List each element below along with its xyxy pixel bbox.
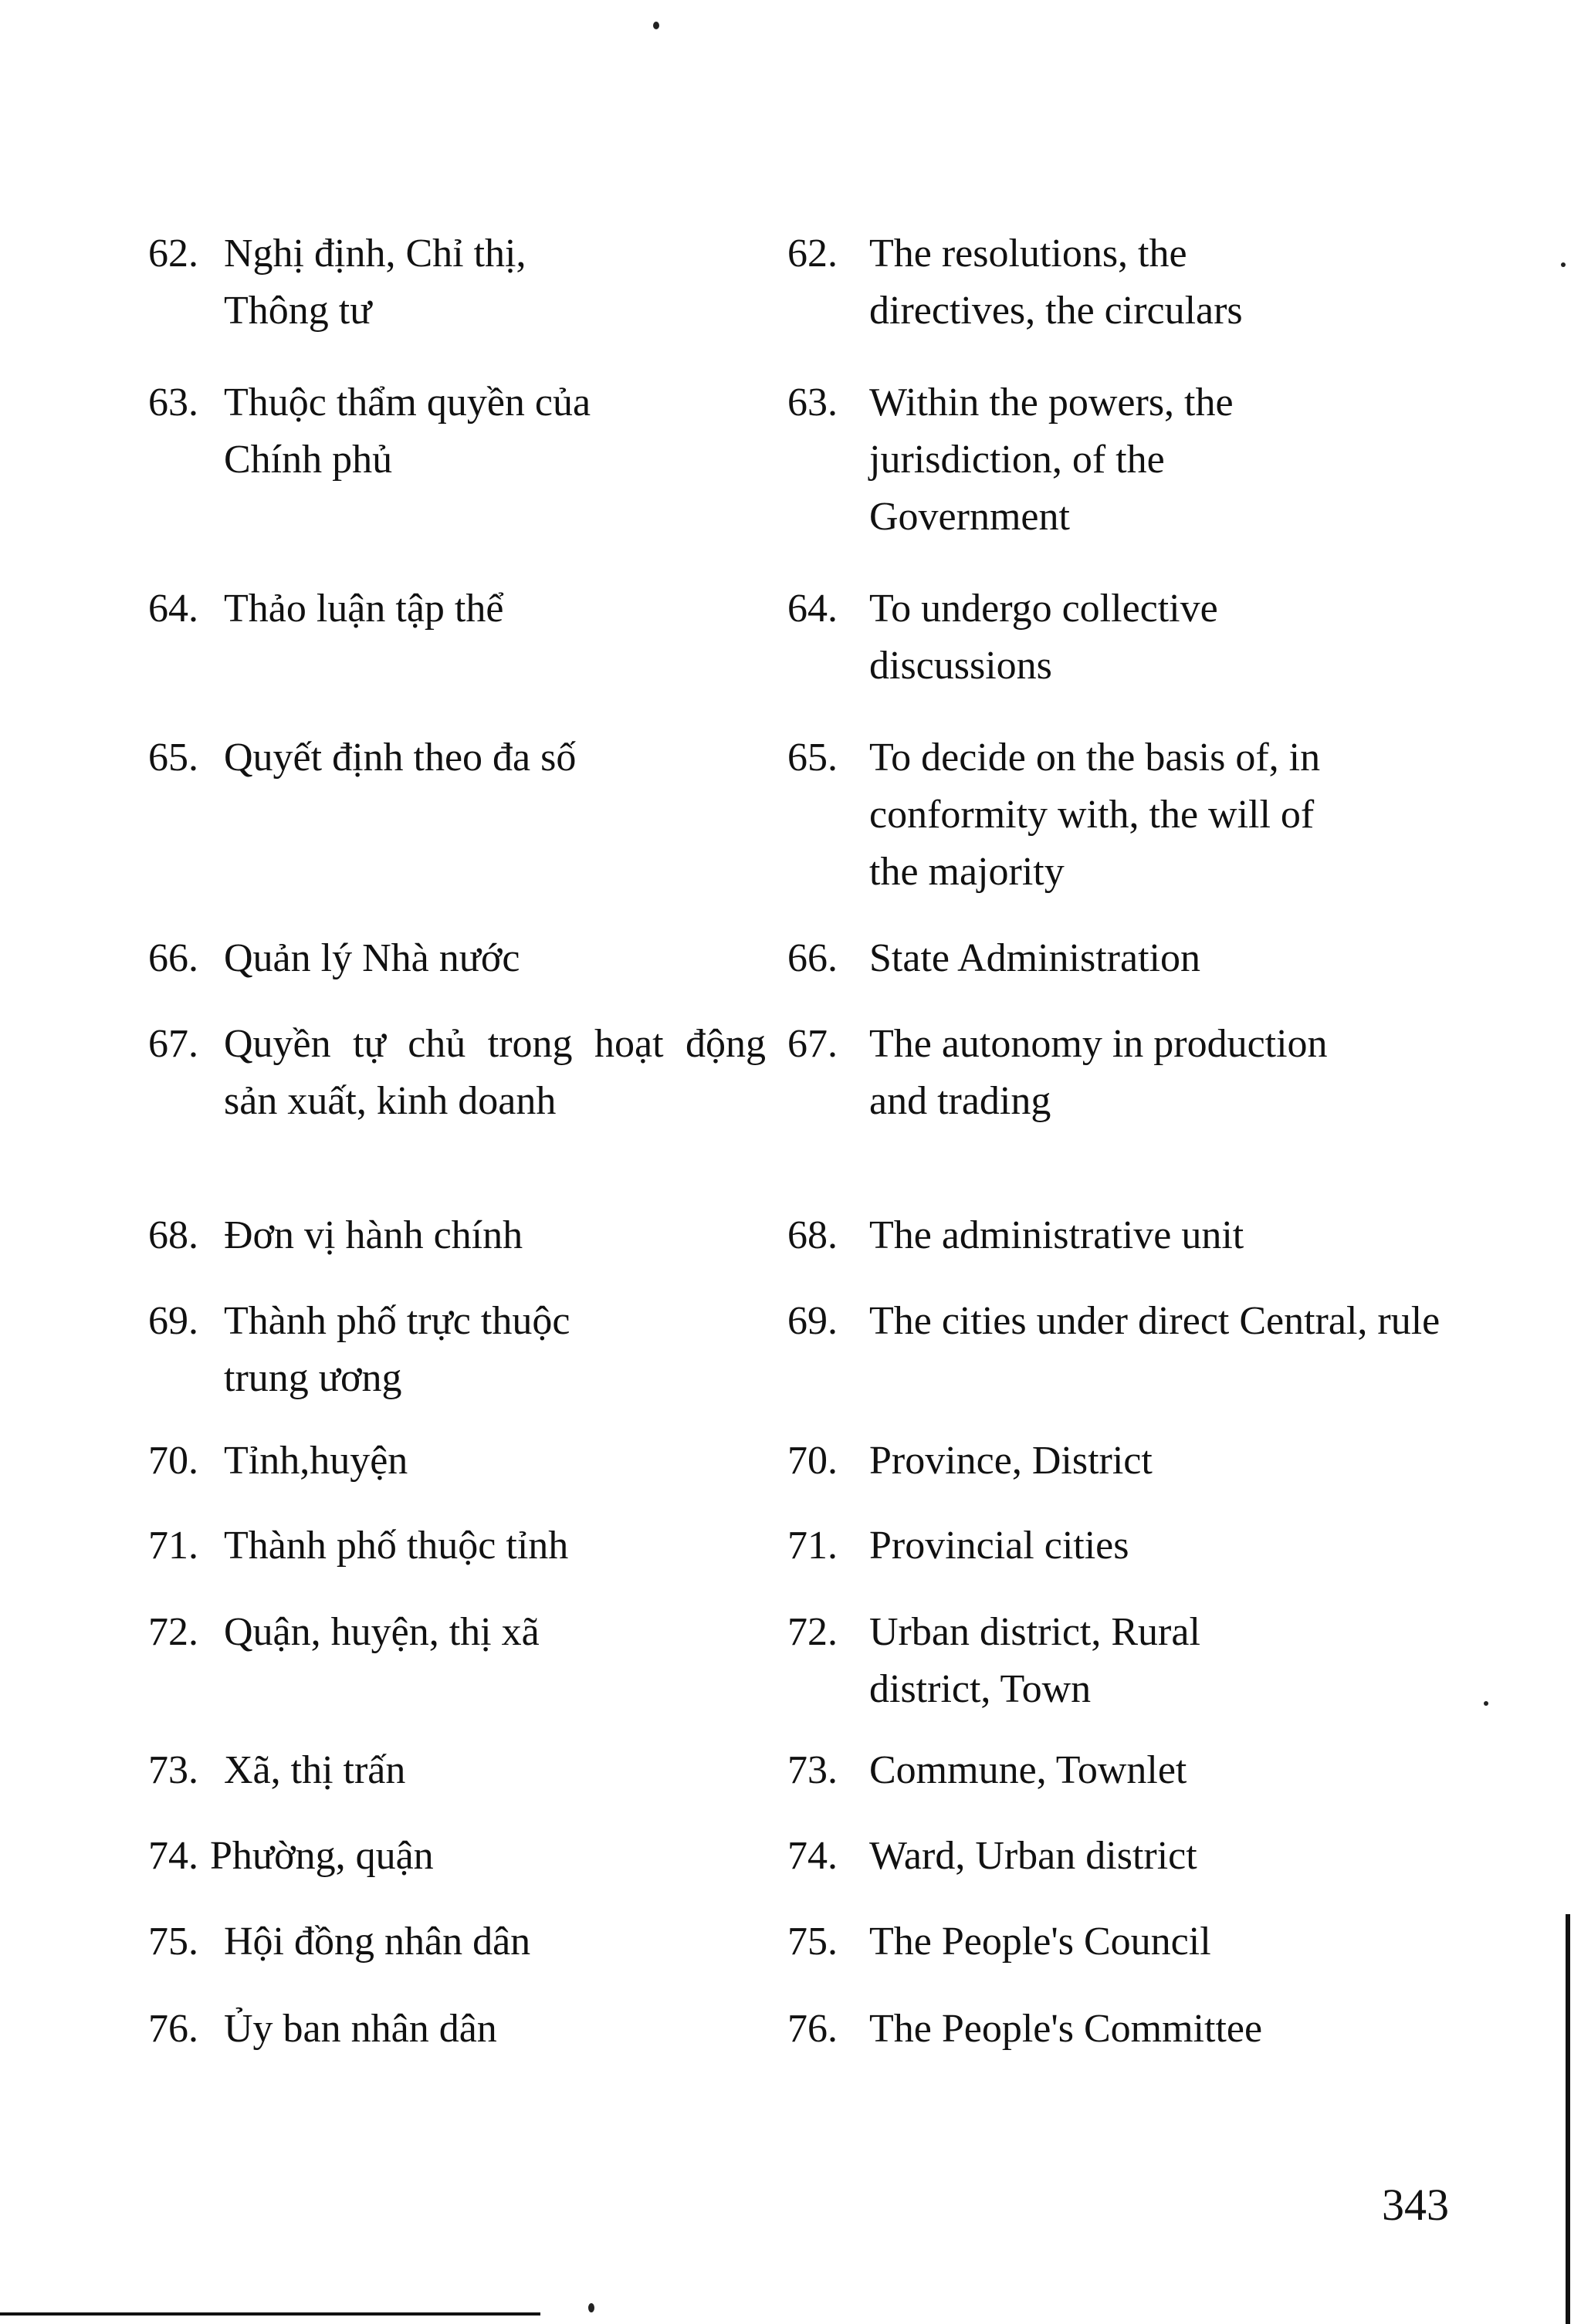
vietnamese-term: Tỉnh,huyện <box>224 1439 408 1483</box>
entry-number: 71. <box>148 1524 198 1568</box>
english-translation: Provincial cities <box>869 1524 1129 1568</box>
entry-number: 65. <box>787 736 838 780</box>
entry-number: 62. <box>148 232 198 276</box>
entry-number: 68. <box>787 1213 838 1257</box>
entry-number: 69. <box>148 1299 198 1343</box>
entry-number: 69. <box>787 1299 838 1343</box>
entry-number: 66. <box>787 936 838 980</box>
english-translation: To undergo collective discussions <box>869 587 1218 688</box>
vietnamese-term: Hội đồng nhân dân <box>224 1920 531 1964</box>
vietnamese-term: Thảo luận tập thể <box>224 587 504 631</box>
vietnamese-term: Quản lý Nhà nước <box>224 936 520 980</box>
vietnamese-term: Quyền tự chủ trong hoạt động sản xuất, kinh doanh <box>224 1022 766 1123</box>
scan-speck <box>1484 1701 1488 1706</box>
entry-number: 63. <box>148 381 198 425</box>
english-translation: Ward, Urban district <box>869 1834 1197 1878</box>
entry-number: 76. <box>787 2007 838 2051</box>
entry-number: 73. <box>787 1748 838 1792</box>
english-translation: State Administration <box>869 936 1200 980</box>
entry-number: 70. <box>787 1439 838 1483</box>
english-translation: Within the powers, the jurisdiction, of the Government <box>869 381 1234 539</box>
entry-number: 64. <box>148 587 198 631</box>
page-bottom-edge <box>0 2312 540 2316</box>
entry-number: 75. <box>148 1920 198 1964</box>
page-number: 343 <box>1382 2180 1449 2230</box>
vietnamese-term: Ủy ban nhân dân <box>224 2007 497 2051</box>
entry-number: 71. <box>787 1524 838 1568</box>
vietnamese-term: Thành phố trực thuộc trung ương <box>224 1299 570 1400</box>
page-edge-shadow <box>1566 1914 1570 2324</box>
entry-number: 67. <box>148 1022 198 1066</box>
english-translation: To decide on the basis of, in conformity with, the will of the majority <box>869 736 1321 894</box>
vietnamese-term: Nghị định, Chỉ thị, Thông tư <box>224 232 526 333</box>
entry-number: 65. <box>148 736 198 780</box>
entry-number: 68. <box>148 1213 198 1257</box>
vietnamese-term: Phường, quận <box>210 1834 434 1878</box>
vietnamese-term: Thành phố thuộc tỉnh <box>224 1524 569 1568</box>
english-translation: The administrative unit <box>869 1213 1244 1257</box>
english-translation: Province, District <box>869 1439 1153 1483</box>
english-translation: The autonomy in production and trading <box>869 1022 1328 1123</box>
scan-speck <box>653 22 659 29</box>
english-translation: The People's Council <box>869 1920 1211 1964</box>
entry-number: 72. <box>787 1610 838 1654</box>
vietnamese-term: Quận, huyện, thị xã <box>224 1610 540 1654</box>
entry-number: 63. <box>787 381 838 425</box>
entry-number: 73. <box>148 1748 198 1792</box>
entry-number: 76. <box>148 2007 198 2051</box>
entry-number: 62. <box>787 232 838 276</box>
entry-number: 75. <box>787 1920 838 1964</box>
entry-number: 66. <box>148 936 198 980</box>
english-translation: The People's Committee <box>869 2007 1263 2051</box>
vietnamese-term: Đơn vị hành chính <box>224 1213 523 1257</box>
entry-number: 64. <box>787 587 838 631</box>
scan-speck <box>1561 262 1566 267</box>
entry-number: 74. <box>787 1834 838 1878</box>
entry-number: 72. <box>148 1610 198 1654</box>
vietnamese-term: Quyết định theo đa số <box>224 736 577 780</box>
english-translation: The resolutions, the directives, the circulars <box>869 232 1243 333</box>
english-translation: Commune, Townlet <box>869 1748 1187 1792</box>
vietnamese-term: Thuộc thẩm quyền của Chính phủ <box>224 381 591 482</box>
entry-number: 74. <box>148 1834 198 1878</box>
vietnamese-term: Xã, thị trấn <box>224 1748 406 1792</box>
entry-number: 70. <box>148 1439 198 1483</box>
english-translation: The cities under direct Central, rule <box>869 1299 1441 1343</box>
english-translation: Urban district, Rural district, Town <box>869 1610 1200 1711</box>
scan-speck <box>588 2303 594 2312</box>
entry-number: 67. <box>787 1022 838 1066</box>
